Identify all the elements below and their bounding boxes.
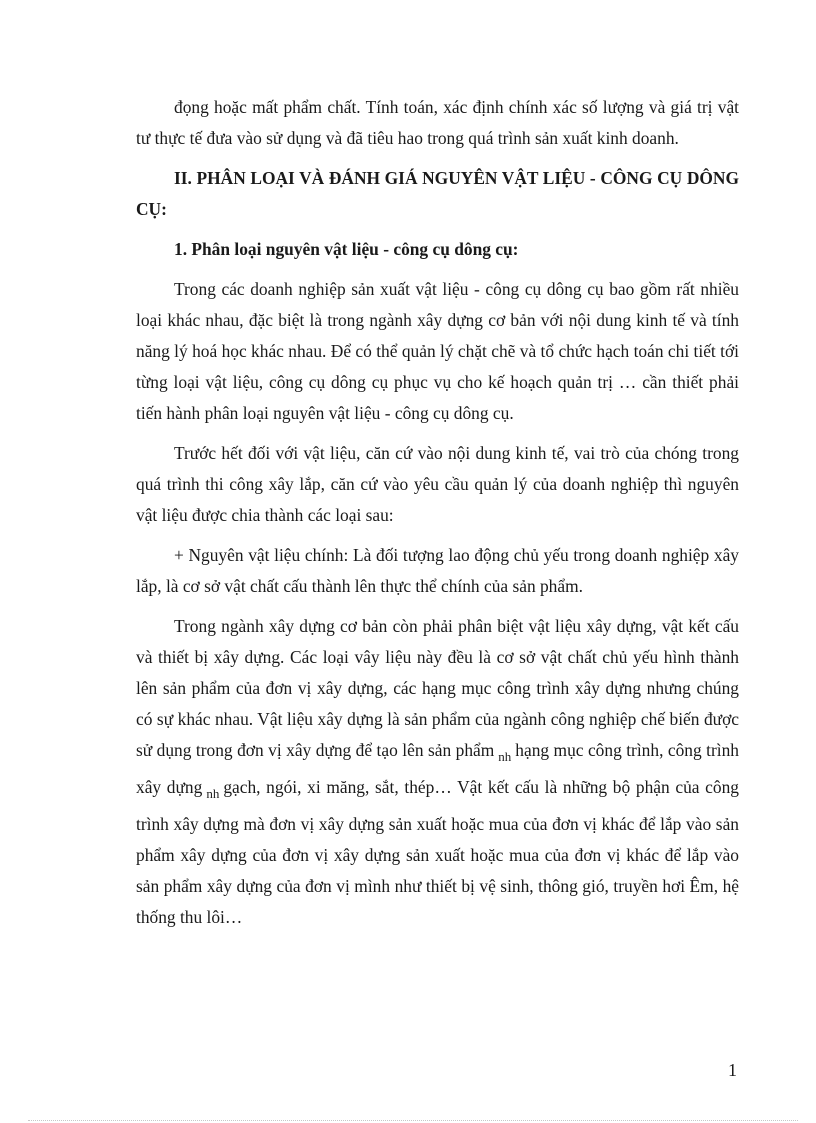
section-heading: II. PHÂN LOẠI VÀ ĐÁNH GIÁ NGUYÊN VẬT LIỆU - CÔNG CỤ DÔNG CỤ:	[136, 168, 739, 219]
paragraph-2: Trước hết đối với vật liệu, căn cứ vào nội dung kinh tế, vai trò của chóng trong quá trình thi công xây lắp, căn cứ vào yêu cầu quản lý của doanh nghiệp thì nguyên vật liệu được chia thành các loại sau:	[136, 443, 739, 525]
paragraph-4-part-a: Trong ngành xây dựng cơ bản còn phải phân biệt vật liệu xây dựng, vật kết cấu và thiết bị xây dựng. Các loại vây liệu này đều là cơ sở vật chất chủ yếu hình thành lên sản phẩm của đơn vị xây dựng, các hạng mục công trình xây dựng nhưng chúng có sự khác nhau. Vật liệu xây dựng là sản phẩm của ngành công nghiệp chế biến được sử dụng trong đơn vị xây dựng để tạo lên sản phẩm	[136, 616, 739, 760]
subsection-heading: 1. Phân loại nguyên vật liệu - công cụ dông cụ:	[174, 239, 519, 259]
footer-divider	[28, 1120, 798, 1121]
subscript-2: nh	[206, 786, 220, 801]
subscript-1: nh	[498, 749, 512, 764]
document-body	[136, 92, 739, 942]
paragraph-3: + Nguyên vật liệu chính: Là đối tượng lao động chủ yếu trong doanh nghiệp xây lắp, là cơ sở vật chất cấu thành lên thực thể chính của sản phẩm.	[136, 545, 739, 596]
paragraph-intro: đọng hoặc mất phẩm chất. Tính toán, xác định chính xác số lượng và giá trị vật tư thực tế đưa vào sử dụng và đã tiêu hao trong quá trình sản xuất kinh doanh.	[136, 97, 739, 148]
paragraph-4-part-c: gạch, ngói, xi măng, sắt, thép… Vật kết cấu là những bộ phận của công trình xây dựng mà đơn vị xây dựng sản xuất hoặc mua của đơn vị khác để lắp vào sản phẩm xây dựng của đơn vị xây dựng sản xuất hoặc mua của đơn vị khác để lắp vào sản phẩm xây dựng của đơn vị mình như thiết bị vệ sinh, thông gió, truyền hơi Êm, hệ thống thu lôi…	[136, 777, 739, 927]
paragraph-1: Trong các doanh nghiệp sản xuất vật liệu - công cụ dông cụ bao gồm rất nhiều loại khác nhau, đặc biệt là trong ngành xây dựng cơ bản với nội dung kinh tế và tính năng lý hoá học khác nhau. Để có thể quản lý chặt chẽ và tổ chức hạch toán chi tiết tới từng loại vật liệu, công cụ dông cụ phục vụ cho kế hoạch quản trị … cần thiết phải tiến hành phân loại nguyên vật liệu - công cụ dông cụ.	[136, 279, 739, 423]
paragraph-4-part-b: hạng mục công trình, công trình xây dựng	[136, 740, 740, 797]
page-number: 1	[728, 1060, 737, 1080]
paragraph-4	[136, 611, 739, 933]
